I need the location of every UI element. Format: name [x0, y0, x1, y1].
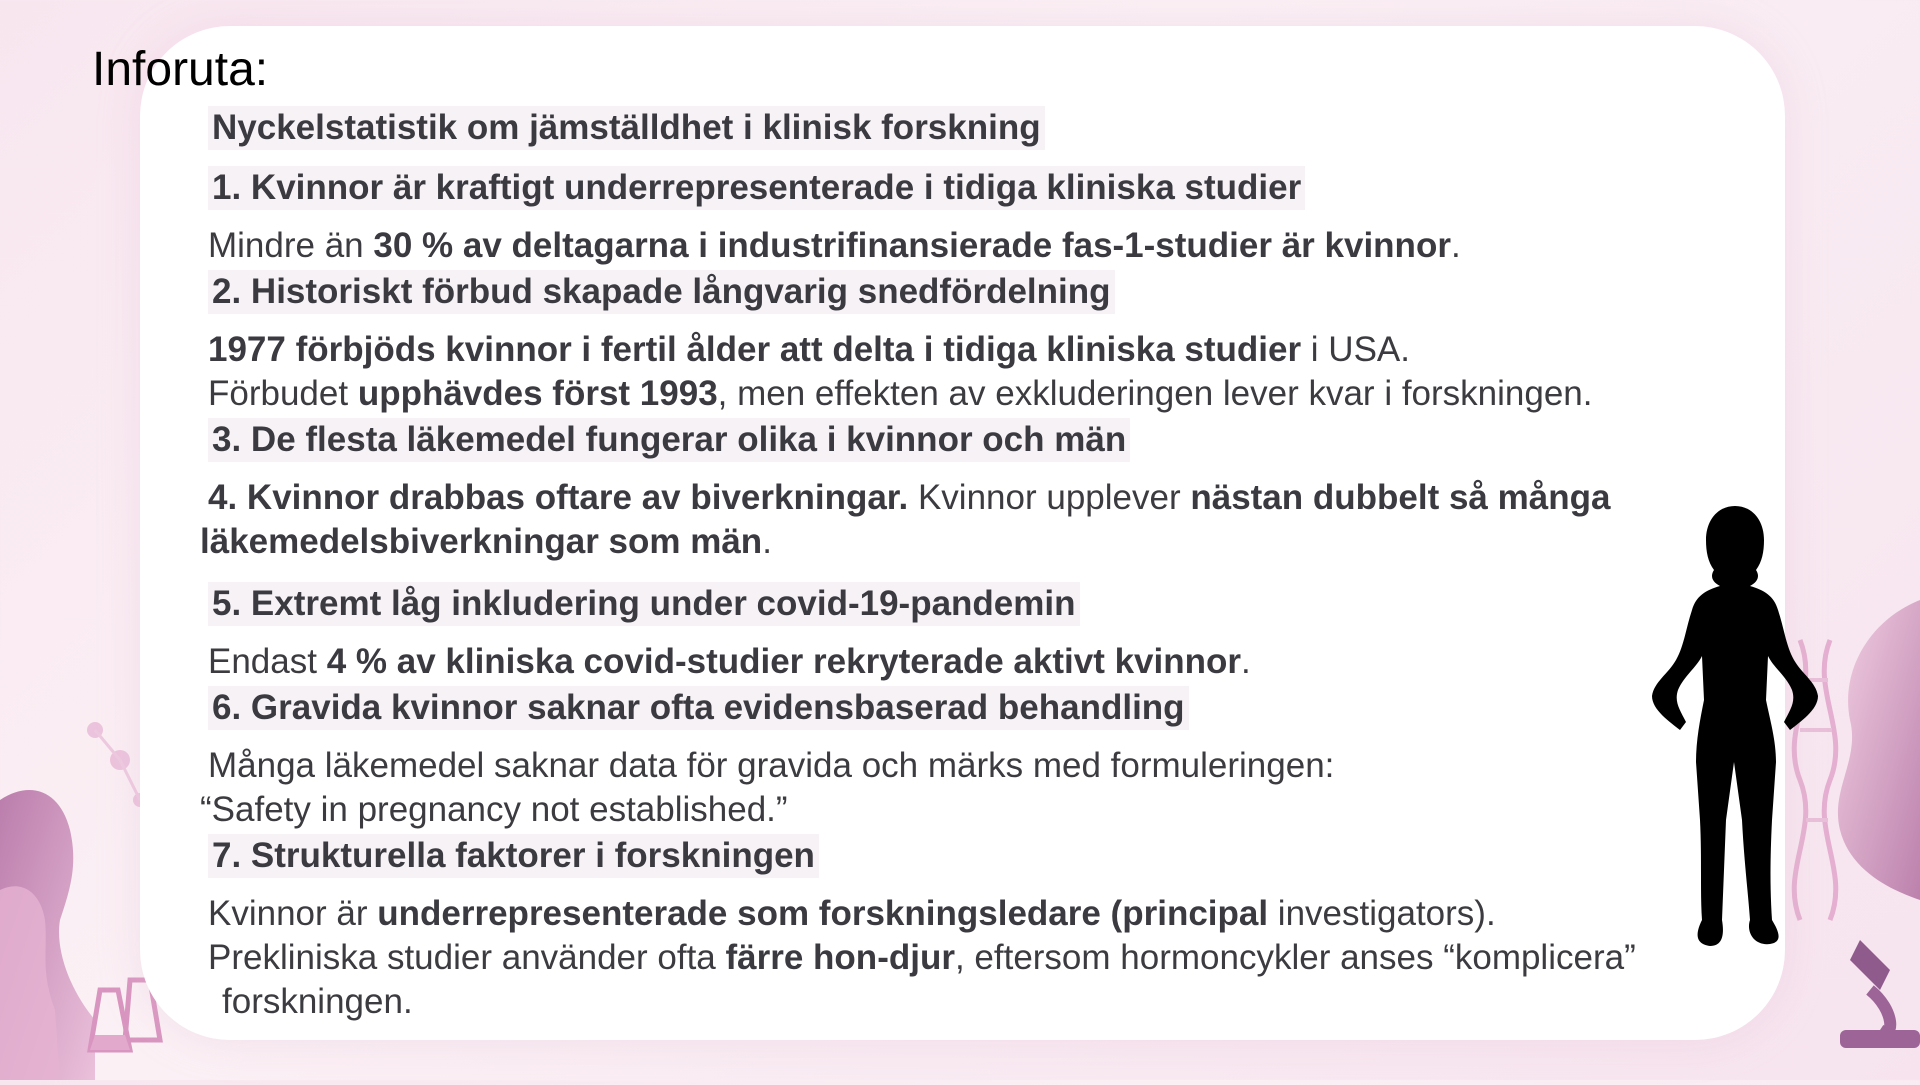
point-5-text: Endast 4 % av kliniska covid-studier rekryterade aktivt kvinnor.: [208, 642, 1251, 681]
section-heading: Nyckelstatistik om jämställdhet i klinisk forskning: [208, 106, 1045, 150]
point-7-text-2: Prekliniska studier använder ofta färre hon-djur, eftersom hormoncykler anses “komplicera”: [208, 938, 1636, 977]
point-4-text-2: läkemedelsbiverkningar som män.: [200, 522, 772, 561]
point-3-title: 3. De flesta läkemedel fungerar olika i kvinnor och män: [208, 418, 1130, 462]
point-6-text-2: “Safety in pregnancy not established.”: [200, 790, 788, 829]
point-6-text-1: Många läkemedel saknar data för gravida och märks med formuleringen:: [208, 746, 1335, 785]
woman-silhouette-icon: [1640, 500, 1830, 950]
point-2-title: 2. Historiskt förbud skapade långvarig snedfördelning: [208, 270, 1115, 314]
point-4-text-1: 4. Kvinnor drabbas oftare av biverkningar. Kvinnor upplever nästan dubbelt så många: [208, 478, 1611, 517]
point-7-text-1: Kvinnor är underrepresenterade som forskningsledare (principal investigators).: [208, 894, 1496, 933]
point-1-title: 1. Kvinnor är kraftigt underrepresenterade i tidiga kliniska studier: [208, 166, 1305, 210]
page-title: Inforuta:: [92, 43, 269, 96]
point-5-title: 5. Extremt låg inkludering under covid-19-pandemin: [208, 582, 1080, 626]
point-6-title: 6. Gravida kvinnor saknar ofta evidensbaserad behandling: [208, 686, 1189, 730]
point-2-text-2: Förbudet upphävdes först 1993, men effekten av exkluderingen lever kvar i forskningen.: [208, 374, 1593, 413]
point-7-title: 7. Strukturella faktorer i forskningen: [208, 834, 819, 878]
point-2-text-1: 1977 förbjöds kvinnor i fertil ålder att delta i tidiga kliniska studier i USA.: [208, 330, 1410, 369]
point-7-text-3: forskningen.: [222, 982, 413, 1021]
point-1-text: Mindre än 30 % av deltagarna i industrifinansierade fas-1-studier är kvinnor.: [208, 226, 1461, 265]
